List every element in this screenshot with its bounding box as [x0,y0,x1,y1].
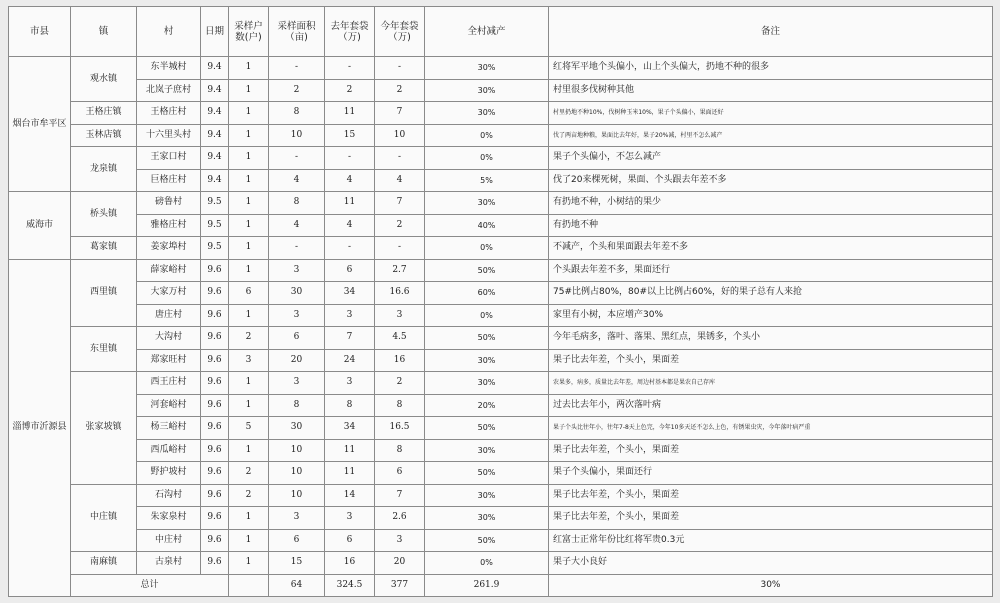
village-cell: 十六里头村 [137,124,201,147]
note-cell: 家里有小树，本应增产30% [549,304,993,327]
note-cell: 农果多，病多，质量比去年差，周边村基本都是果农自己存库 [549,372,993,395]
households-cell: 5 [229,417,269,440]
note-cell: 不减产，个头和果面跟去年差不多 [549,237,993,260]
reduction-cell: 50% [425,327,549,350]
table-row [9,507,993,530]
survey-sheet [8,6,992,597]
table-body [9,57,993,597]
note-cell: 果子大小良好 [549,552,993,575]
last-year-bags-cell: 3 [325,372,375,395]
table-row [9,124,993,147]
apple-survey-table [8,6,993,597]
header-sample-households: 采样户数(户) [229,7,269,57]
note-cell: 果子比去年差，个头小，果面差 [549,349,993,372]
reduction-cell: 60% [425,282,549,305]
town-cell: 中庄镇 [71,484,137,552]
households-cell: 1 [229,259,269,282]
area-cell: 4 [269,214,325,237]
note-cell: 村里很多伐树种其他 [549,79,993,102]
area-cell: 3 [269,259,325,282]
village-cell: 杨三峪村 [137,417,201,440]
village-cell: 中庄村 [137,529,201,552]
last-year-bags-cell: 14 [325,484,375,507]
table-row [9,237,993,260]
area-cell: 4 [269,169,325,192]
reduction-cell: 50% [425,462,549,485]
date-cell: 9.6 [201,507,229,530]
last-year-bags-cell: 11 [325,462,375,485]
town-cell: 西里镇 [71,259,137,327]
reduction-cell: 50% [425,259,549,282]
town-cell: 桥头镇 [71,192,137,237]
this-year-bags-cell: 16.6 [375,282,425,305]
area-cell: 30 [269,417,325,440]
village-cell: 姜家埠村 [137,237,201,260]
households-cell: 1 [229,529,269,552]
this-year-bags-cell: - [375,57,425,80]
header-town: 镇 [71,7,137,57]
village-cell: 大沟村 [137,327,201,350]
households-cell: 2 [229,327,269,350]
this-year-bags-cell: 3 [375,304,425,327]
note-cell: 果子比去年差，个头小，果面差 [549,484,993,507]
households-cell: 1 [229,192,269,215]
last-year-bags-cell: 11 [325,439,375,462]
table-row [9,147,993,170]
area-cell: 6 [269,529,325,552]
reduction-cell: 30% [425,79,549,102]
village-cell: 石沟村 [137,484,201,507]
table-row [9,304,993,327]
note-cell: 有扔地不种 [549,214,993,237]
header-last-year-bags: 去年套袋（万) [325,7,375,57]
date-cell: 9.4 [201,57,229,80]
date-cell: 9.6 [201,259,229,282]
header-village-reduction: 全村减产 [425,7,549,57]
reduction-cell: 30% [425,192,549,215]
last-year-bags-cell: 16 [325,552,375,575]
reduction-cell: 40% [425,214,549,237]
this-year-bags-cell: 8 [375,439,425,462]
last-year-bags-cell: 7 [325,327,375,350]
last-year-bags-cell: - [325,237,375,260]
area-cell: 10 [269,124,325,147]
this-year-bags-cell: 8 [375,394,425,417]
table-row [9,327,993,350]
town-cell: 观水镇 [71,57,137,102]
reduction-cell: 5% [425,169,549,192]
town-cell: 王格庄镇 [71,102,137,125]
table-row [9,484,993,507]
note-cell: 红将军平地个头偏小，山上个头偏大，扔地不种的很多 [549,57,993,80]
date-cell: 9.5 [201,237,229,260]
note-cell: 红富士正常年份比红将军贵0.3元 [549,529,993,552]
reduction-cell: 30% [425,57,549,80]
village-cell: 河套峪村 [137,394,201,417]
note-cell: 个头跟去年差不多，果面还行 [549,259,993,282]
table-row [9,439,993,462]
note-cell: 今年毛病多，落叶、落果、黑红点，果锈多，个头小 [549,327,993,350]
area-cell: - [269,237,325,260]
total-households-cell: 64 [269,574,325,597]
this-year-bags-cell: 2.7 [375,259,425,282]
village-cell: 大家万村 [137,282,201,305]
area-cell: 10 [269,439,325,462]
reduction-cell: 30% [425,507,549,530]
village-cell: 磅鲁村 [137,192,201,215]
households-cell: 1 [229,237,269,260]
households-cell: 1 [229,507,269,530]
village-cell: 北岚子庶村 [137,79,201,102]
total-reduction-cell: 30% [549,574,993,597]
households-cell: 1 [229,147,269,170]
village-cell: 唐庄村 [137,304,201,327]
households-cell: 1 [229,439,269,462]
total-this-year-bags-cell: 261.9 [425,574,549,597]
this-year-bags-cell: 10 [375,124,425,147]
last-year-bags-cell: - [325,57,375,80]
date-cell: 9.6 [201,327,229,350]
reduction-cell: 20% [425,394,549,417]
this-year-bags-cell: 7 [375,484,425,507]
note-cell: 过去比去年小，两次落叶病 [549,394,993,417]
last-year-bags-cell: 3 [325,304,375,327]
last-year-bags-cell: 8 [325,394,375,417]
area-cell: 6 [269,327,325,350]
last-year-bags-cell: 4 [325,214,375,237]
date-cell: 9.6 [201,372,229,395]
households-cell: 3 [229,349,269,372]
town-cell: 玉林店镇 [71,124,137,147]
last-year-bags-cell: 15 [325,124,375,147]
date-cell: 9.6 [201,484,229,507]
table-row [9,394,993,417]
last-year-bags-cell: 6 [325,259,375,282]
village-cell: 朱家泉村 [137,507,201,530]
town-cell: 龙泉镇 [71,147,137,192]
this-year-bags-cell: 2 [375,79,425,102]
date-cell: 9.6 [201,394,229,417]
village-cell: 西瓜峪村 [137,439,201,462]
reduction-cell: 0% [425,304,549,327]
date-cell: 9.6 [201,349,229,372]
area-cell: 8 [269,394,325,417]
area-cell: 15 [269,552,325,575]
note-cell: 有扔地不种，小树结的果少 [549,192,993,215]
last-year-bags-cell: 3 [325,507,375,530]
note-cell: 果子比去年差，个头小，果面差 [549,439,993,462]
this-year-bags-cell: - [375,237,425,260]
header-city: 市县 [9,7,71,57]
this-year-bags-cell: 16.5 [375,417,425,440]
date-cell: 9.5 [201,192,229,215]
total-area-cell: 324.5 [325,574,375,597]
area-cell: 3 [269,507,325,530]
area-cell: 20 [269,349,325,372]
last-year-bags-cell: 2 [325,79,375,102]
village-cell: 郑家旺村 [137,349,201,372]
total-label-cell: 总计 [71,574,229,597]
this-year-bags-cell: 20 [375,552,425,575]
last-year-bags-cell: 6 [325,529,375,552]
table-row [9,552,993,575]
this-year-bags-cell: 16 [375,349,425,372]
last-year-bags-cell: 4 [325,169,375,192]
this-year-bags-cell: 2.6 [375,507,425,530]
note-cell: 果子个头比往年小，往年7-8天上色完，今年10多天还不怎么上色，有锈果虫灾，今年落叶病严重 [549,417,993,440]
town-cell: 南麻镇 [71,552,137,575]
area-cell: 3 [269,304,325,327]
village-cell: 东半城村 [137,57,201,80]
date-cell: 9.6 [201,462,229,485]
note-cell: 果子个头偏小，果面还行 [549,462,993,485]
this-year-bags-cell: 7 [375,102,425,125]
date-cell: 9.6 [201,439,229,462]
village-cell: 王家口村 [137,147,201,170]
this-year-bags-cell: 3 [375,529,425,552]
town-cell: 葛家镇 [71,237,137,260]
this-year-bags-cell: - [375,147,425,170]
table-row [9,417,993,440]
table-row [9,79,993,102]
village-cell: 古泉村 [137,552,201,575]
area-cell: 3 [269,372,325,395]
area-cell: - [269,147,325,170]
table-row [9,102,993,125]
date-cell: 9.4 [201,169,229,192]
table-row [9,529,993,552]
note-cell: 果子个头偏小，不怎么减产 [549,147,993,170]
area-cell: 10 [269,462,325,485]
reduction-cell: 30% [425,439,549,462]
households-cell: 2 [229,484,269,507]
village-cell: 王格庄村 [137,102,201,125]
table-row [9,214,993,237]
header-sample-area: 采样面积（亩) [269,7,325,57]
village-cell: 野护坡村 [137,462,201,485]
date-cell: 9.4 [201,102,229,125]
area-cell: 10 [269,484,325,507]
reduction-cell: 30% [425,349,549,372]
reduction-cell: 0% [425,237,549,260]
table-row [9,349,993,372]
total-date-cell [229,574,269,597]
total-row [9,574,993,597]
last-year-bags-cell: 34 [325,282,375,305]
village-cell: 西王庄村 [137,372,201,395]
this-year-bags-cell: 6 [375,462,425,485]
date-cell: 9.4 [201,147,229,170]
town-cell: 东里镇 [71,327,137,372]
households-cell: 1 [229,57,269,80]
households-cell: 1 [229,214,269,237]
reduction-cell: 50% [425,417,549,440]
table-row [9,372,993,395]
table-row [9,169,993,192]
reduction-cell: 0% [425,147,549,170]
header-date: 日期 [201,7,229,57]
note-cell: 伐了20来棵死树，果面、个头跟去年差不多 [549,169,993,192]
reduction-cell: 30% [425,102,549,125]
note-cell: 伐了两亩地种粮，果面比去年好，果子20%减，村里不怎么减产 [549,124,993,147]
households-cell: 1 [229,394,269,417]
village-cell: 雅格庄村 [137,214,201,237]
households-cell: 1 [229,372,269,395]
area-cell: - [269,57,325,80]
note-cell: 村里扔地不种10%，伐树种玉米10%，果子个头偏小，果面还好 [549,102,993,125]
this-year-bags-cell: 7 [375,192,425,215]
last-year-bags-cell: 34 [325,417,375,440]
date-cell: 9.4 [201,124,229,147]
table-row [9,259,993,282]
area-cell: 8 [269,102,325,125]
this-year-bags-cell: 2 [375,372,425,395]
date-cell: 9.5 [201,214,229,237]
households-cell: 1 [229,79,269,102]
table-row [9,192,993,215]
header-this-year-bags: 今年套袋（万) [375,7,425,57]
last-year-bags-cell: 24 [325,349,375,372]
header-village: 村 [137,7,201,57]
last-year-bags-cell: - [325,147,375,170]
reduction-cell: 0% [425,552,549,575]
header-row [9,7,993,57]
households-cell: 2 [229,462,269,485]
city-cell: 威海市 [9,192,71,260]
this-year-bags-cell: 4.5 [375,327,425,350]
households-cell: 1 [229,552,269,575]
table-row [9,462,993,485]
header-notes: 备注 [549,7,993,57]
this-year-bags-cell: 4 [375,169,425,192]
table-row [9,282,993,305]
date-cell: 9.6 [201,552,229,575]
date-cell: 9.6 [201,417,229,440]
note-cell: 75#比例占80%，80#以上比例占60%，好的果子总有人来抢 [549,282,993,305]
area-cell: 8 [269,192,325,215]
households-cell: 6 [229,282,269,305]
total-last-year-bags-cell: 377 [375,574,425,597]
area-cell: 30 [269,282,325,305]
table-row [9,57,993,80]
date-cell: 9.6 [201,282,229,305]
households-cell: 1 [229,169,269,192]
area-cell: 2 [269,79,325,102]
city-cell: 烟台市牟平区 [9,57,71,192]
reduction-cell: 30% [425,484,549,507]
note-cell: 果子比去年差，个头小，果面差 [549,507,993,530]
date-cell: 9.6 [201,529,229,552]
households-cell: 1 [229,304,269,327]
last-year-bags-cell: 11 [325,102,375,125]
city-cell: 淄博市沂源县 [9,259,71,597]
village-cell: 薛家峪村 [137,259,201,282]
reduction-cell: 50% [425,529,549,552]
households-cell: 1 [229,124,269,147]
date-cell: 9.6 [201,304,229,327]
last-year-bags-cell: 11 [325,192,375,215]
reduction-cell: 0% [425,124,549,147]
village-cell: 巨格庄村 [137,169,201,192]
date-cell: 9.4 [201,79,229,102]
town-cell: 张家坡镇 [71,372,137,485]
households-cell: 1 [229,102,269,125]
this-year-bags-cell: 2 [375,214,425,237]
reduction-cell: 30% [425,372,549,395]
